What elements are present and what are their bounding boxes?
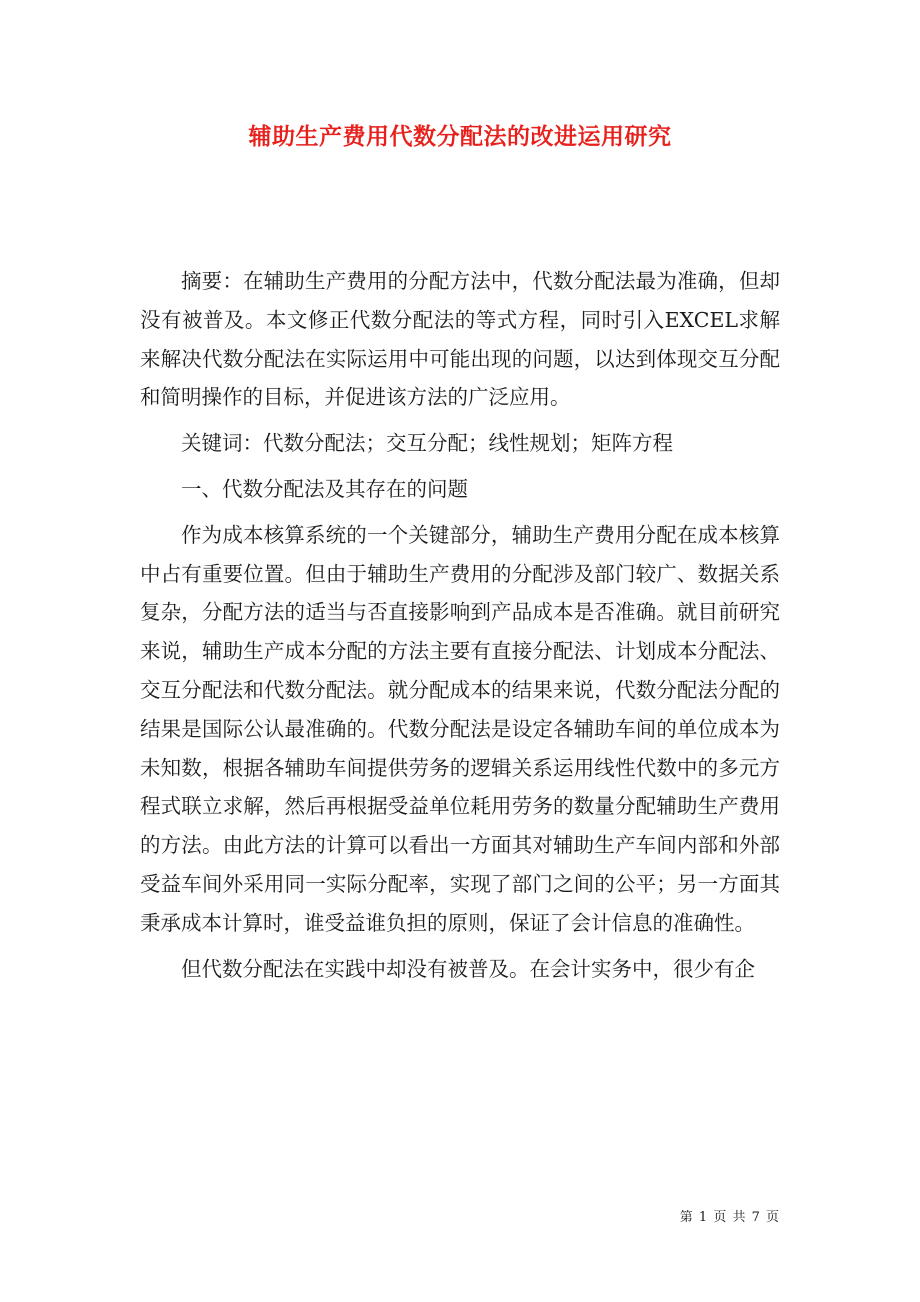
section-heading: 一、代数分配法及其存在的问题	[181, 476, 468, 501]
keywords-paragraph: 关键词：代数分配法；交互分配；线性规划；矩阵方程	[181, 431, 673, 456]
abstract-paragraph: 摘要：在辅助生产费用的分配方法中，代数分配法最为准确，但却没有被普及。本文修正代数分配法的等式方程，同时引入EXCEL求解来解决代数分配法在实际运用中可能出现的问题，以达到体现交互分配和简明操作的目标，并促进该方法的广泛应用。	[140, 269, 780, 410]
page-number: 第 1 页 共 7 页	[679, 1210, 780, 1225]
body-paragraph: 但代数分配法在实践中却没有被普及。在会计实务中，很少有企	[181, 956, 755, 981]
body-paragraph: 作为成本核算系统的一个关键部分，辅助生产费用分配在成本核算中占有重要位置。但由于辅助生产费用的分配涉及部门较广、数据关系复杂，分配方法的适当与否直接影响到产品成本是否准确。就目前研究来说，辅助生产成本分配的方法主要有直接分配法、计划成本分配法、交互分配法和代数分配法。就分配成本的结果来说，代数分配法分配的结果是国际公认最准确的。代数分配法是设定各辅助车间的单位成本为未知数，根据各辅助车间提供劳务的逻辑关系运用线性代数中的多元方程式联立求解，然后再根据受益单位耗用劳务的数量分配辅助生产费用的方法。由此方法的计算可以看出一方面其对辅助生产车间内部和外部受益车间外采用同一实际分配率，实现了部门之间的公平；另一方面其秉承成本计算时，谁受益谁负担的原则，保证了会计信息的准确性。	[140, 522, 780, 935]
document-title: 辅助生产费用代数分配法的改进运用研究	[248, 123, 672, 150]
document-body	[140, 262, 780, 988]
